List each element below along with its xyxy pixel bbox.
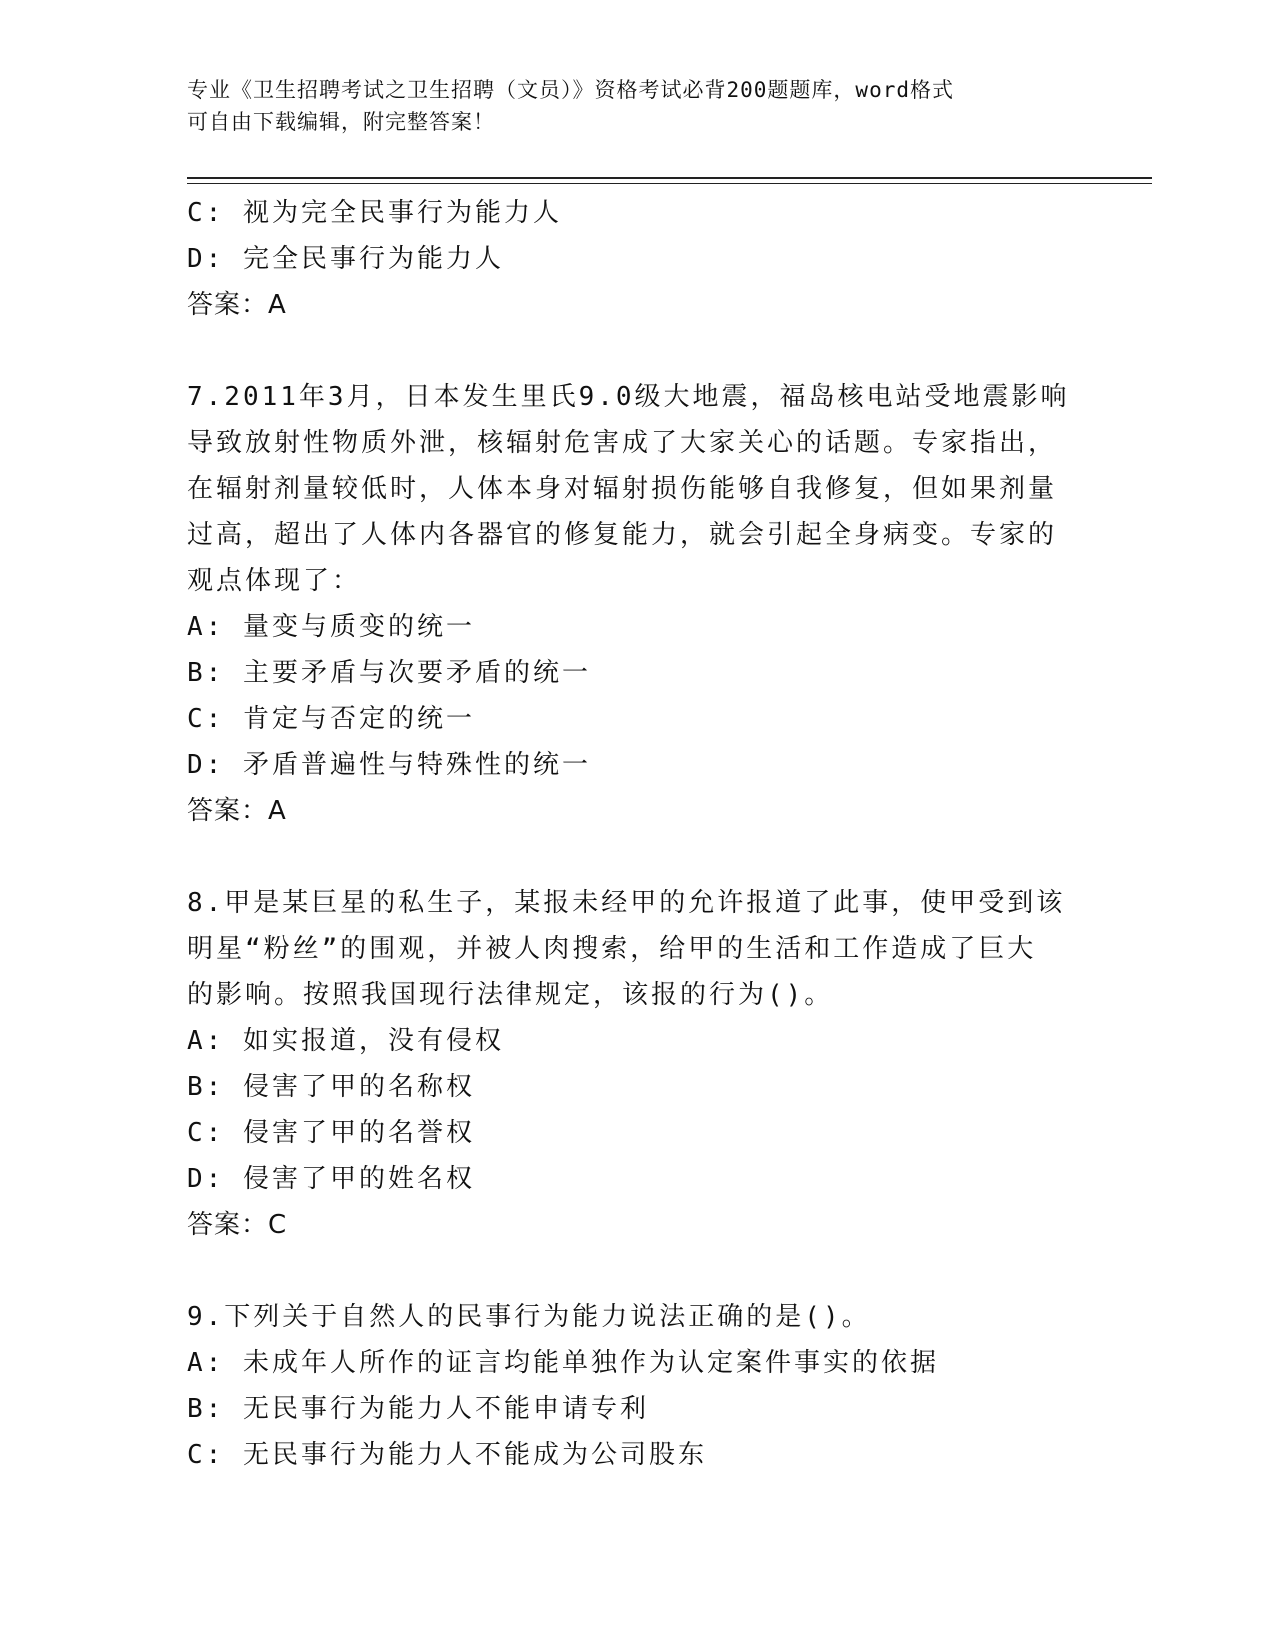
document-header	[187, 74, 1087, 138]
answer-line: 答案：C	[187, 1210, 288, 1240]
option-line: A: 如实报道，没有侵权	[187, 1026, 504, 1056]
question-text-line: 在辐射剂量较低时，人体本身对辐射损伤能够自我修复，但如果剂量	[187, 474, 1058, 504]
question-content	[187, 190, 1147, 1478]
option-line: D: 矛盾普遍性与特殊性的统一	[187, 750, 591, 780]
question-text-line: 过高，超出了人体内各器官的修复能力，就会引起全身病变。专家的	[187, 520, 1058, 550]
option-line: D: 侵害了甲的姓名权	[187, 1164, 475, 1194]
answer-line: 答案：A	[187, 796, 287, 826]
header-divider-thick	[187, 177, 1152, 179]
option-line: A: 未成年人所作的证言均能单独作为认定案件事实的依据	[187, 1348, 939, 1378]
question-text-line: 7.2011年3月，日本发生里氏9.0级大地震，福岛核电站受地震影响	[187, 382, 1070, 412]
option-line: B: 无民事行为能力人不能申请专利	[187, 1394, 649, 1424]
question-text-line: 导致放射性物质外泄，核辐射危害成了大家关心的话题。专家指出，	[187, 428, 1058, 458]
header-line-2: 可自由下载编辑，附完整答案！	[187, 110, 495, 134]
question-text-line: 9.下列关于自然人的民事行为能力说法正确的是()。	[187, 1302, 871, 1332]
answer-line: 答案：A	[187, 290, 287, 320]
question-block-6-tail	[187, 190, 1147, 328]
option-line: D: 完全民事行为能力人	[187, 244, 504, 274]
option-line: A: 量变与质变的统一	[187, 612, 475, 642]
option-line: C: 无民事行为能力人不能成为公司股东	[187, 1440, 707, 1470]
option-line: B: 主要矛盾与次要矛盾的统一	[187, 658, 591, 688]
option-line: B: 侵害了甲的名称权	[187, 1072, 475, 1102]
question-text-line: 8.甲是某巨星的私生子，某报未经甲的允许报道了此事，使甲受到该	[187, 888, 1066, 918]
option-line: C: 肯定与否定的统一	[187, 704, 475, 734]
question-text-line: 观点体现了：	[187, 566, 362, 596]
header-line-1: 专业《卫生招聘考试之卫生招聘（文员）》资格考试必背200题题库，word格式	[187, 78, 954, 102]
question-block-8	[187, 880, 1147, 1248]
question-block-9	[187, 1294, 1147, 1478]
option-line: C: 侵害了甲的名誉权	[187, 1118, 475, 1148]
header-divider-thin	[187, 183, 1152, 184]
question-block-7	[187, 374, 1147, 834]
question-text-line: 的影响。按照我国现行法律规定，该报的行为()。	[187, 980, 834, 1010]
question-text-line: 明星“粉丝”的围观，并被人肉搜索，给甲的生活和工作造成了巨大	[187, 934, 1037, 964]
option-line: C: 视为完全民事行为能力人	[187, 198, 562, 228]
